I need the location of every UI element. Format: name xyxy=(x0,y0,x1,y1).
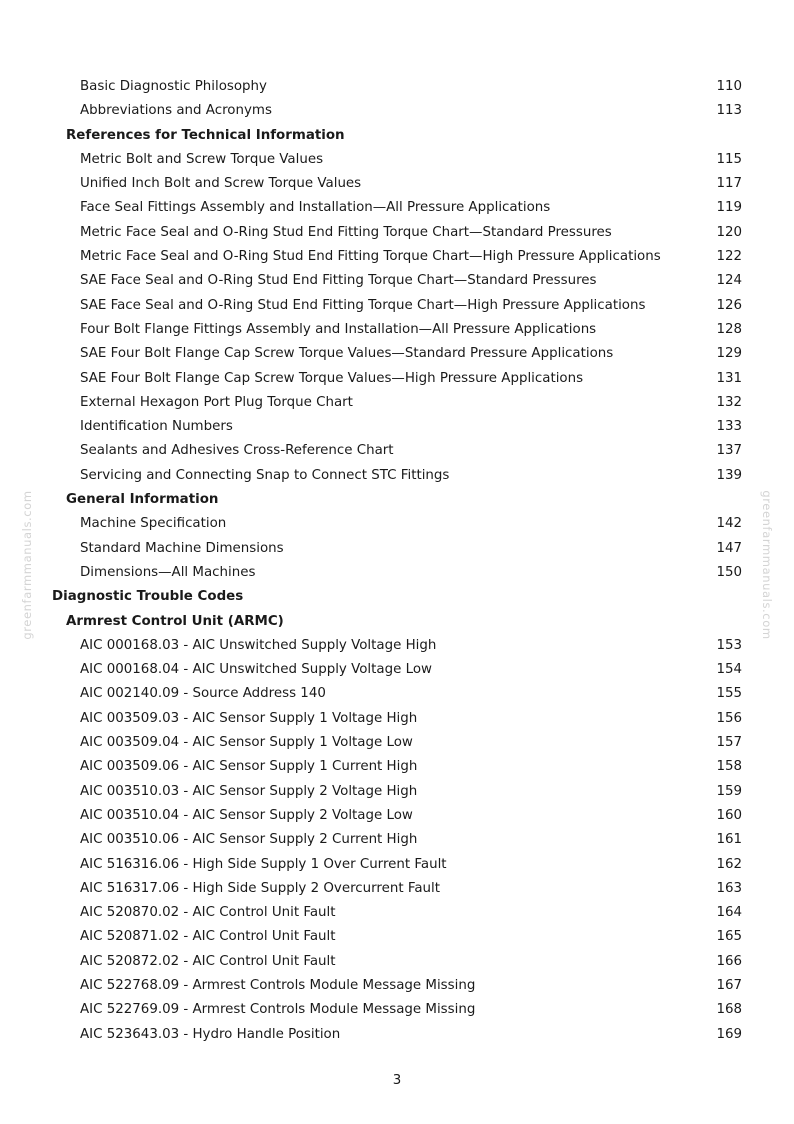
watermark-left: greenfarmmanuals.com xyxy=(20,490,34,640)
toc-entry-title: AIC 000168.03 - AIC Unswitched Supply Voltage High xyxy=(80,637,437,653)
toc-entry-title: Metric Bolt and Screw Torque Values xyxy=(80,151,324,167)
toc-entry[interactable] xyxy=(0,391,794,415)
toc-entry[interactable] xyxy=(0,415,794,439)
toc-entry-title: Identification Numbers xyxy=(80,419,233,435)
toc-entry[interactable] xyxy=(0,925,794,949)
toc-entry-title: AIC 522769.09 - Armrest Controls Module Message Missing xyxy=(80,1002,476,1018)
toc-entry-title: Servicing and Connecting Snap to Connect STC Fittings xyxy=(80,467,450,483)
toc-entry-title: AIC 003510.03 - AIC Sensor Supply 2 Voltage High xyxy=(80,783,418,799)
toc-entry-page-number: 124 xyxy=(716,273,742,289)
toc-entry-page-number: 122 xyxy=(716,249,742,265)
toc-entry-title: General Information xyxy=(66,492,219,508)
toc-entry-title: Four Bolt Flange Fittings Assembly and Installation—All Pressure Applications xyxy=(80,321,597,337)
toc-entry-page-number: 132 xyxy=(716,394,742,410)
toc-entry-title: Unified Inch Bolt and Screw Torque Values xyxy=(80,176,362,192)
toc-entry-page-number: 110 xyxy=(716,79,742,94)
toc-entry-title: SAE Face Seal and O-Ring Stud End Fitting Torque Chart—High Pressure Applications xyxy=(80,297,646,313)
toc-entry-page-number: 162 xyxy=(716,856,742,872)
toc-entry-page-number: 137 xyxy=(716,443,742,459)
toc-entry-page-number: 156 xyxy=(716,710,742,726)
toc-entry-page-number: 113 xyxy=(716,103,742,119)
toc-entry-title: AIC 523643.03 - Hydro Handle Position xyxy=(80,1026,341,1042)
toc-entry-title: Armrest Control Unit (ARMC) xyxy=(66,613,284,629)
toc-entry-page-number: 133 xyxy=(716,419,742,435)
toc-entry-title: Diagnostic Trouble Codes xyxy=(52,589,244,605)
toc-entry-title: References for Technical Information xyxy=(66,127,345,143)
toc-entry-page-number: 119 xyxy=(716,200,742,216)
toc-entry[interactable] xyxy=(0,221,794,245)
toc-entry-title: Metric Face Seal and O-Ring Stud End Fitting Torque Chart—High Pressure Applications xyxy=(80,249,661,265)
toc-entry[interactable] xyxy=(0,877,794,901)
toc-entry-title: AIC 522768.09 - Armrest Controls Module Message Missing xyxy=(80,977,476,993)
toc-entry-page-number: 126 xyxy=(716,297,742,313)
toc-entry-title: SAE Four Bolt Flange Cap Screw Torque Values—Standard Pressure Applications xyxy=(80,346,614,362)
toc-entry-title: Abbreviations and Acronyms xyxy=(80,103,272,119)
toc-entry[interactable] xyxy=(0,342,794,366)
toc-entry[interactable] xyxy=(0,950,794,974)
toc-entry-page-number: 167 xyxy=(716,977,742,993)
toc-entry[interactable] xyxy=(0,245,794,269)
toc-entry-page-number: 117 xyxy=(716,176,742,192)
toc-entry-page-number: 160 xyxy=(716,807,742,823)
toc-entry-title: AIC 003510.04 - AIC Sensor Supply 2 Voltage Low xyxy=(80,807,413,823)
toc-entry-title: Dimensions—All Machines xyxy=(80,564,256,580)
toc-entry-page-number: 168 xyxy=(716,1002,742,1018)
toc-entry[interactable] xyxy=(0,731,794,755)
toc-entry-page-number: 165 xyxy=(716,929,742,945)
toc-entry-page-number: 155 xyxy=(716,686,742,702)
page-number: 3 xyxy=(392,1073,402,1088)
toc-entry-title: AIC 003509.04 - AIC Sensor Supply 1 Voltage Low xyxy=(80,735,413,751)
toc-entry[interactable] xyxy=(0,707,794,731)
toc-entry-title: External Hexagon Port Plug Torque Chart xyxy=(80,394,353,410)
toc-entry-title: AIC 516317.06 - High Side Supply 2 Overcurrent Fault xyxy=(80,880,440,896)
toc-chapter-heading[interactable] xyxy=(0,585,794,609)
toc-entry[interactable] xyxy=(0,658,794,682)
toc-entry[interactable] xyxy=(0,780,794,804)
toc-entry-page-number: 166 xyxy=(716,953,742,969)
toc-entry[interactable] xyxy=(0,318,794,342)
toc-entry[interactable] xyxy=(0,367,794,391)
toc-entry-title: Sealants and Adhesives Cross-Reference Chart xyxy=(80,443,394,459)
toc-entry-title: AIC 003509.06 - AIC Sensor Supply 1 Current High xyxy=(80,759,418,775)
toc-entry-page-number: 147 xyxy=(716,540,742,556)
toc-entry-page-number: 159 xyxy=(716,783,742,799)
toc-entry-page-number: 131 xyxy=(716,370,742,386)
toc-entry[interactable] xyxy=(0,755,794,779)
toc-entry-title: AIC 003510.06 - AIC Sensor Supply 2 Current High xyxy=(80,832,418,848)
toc-entry-title: AIC 520872.02 - AIC Control Unit Fault xyxy=(80,953,336,969)
toc-entry-title: SAE Face Seal and O-Ring Stud End Fitting Torque Chart—Standard Pressures xyxy=(80,273,597,289)
toc-entry[interactable] xyxy=(0,634,794,658)
toc-entry[interactable] xyxy=(0,901,794,925)
toc-entry-title: AIC 516316.06 - High Side Supply 1 Over Current Fault xyxy=(80,856,447,872)
toc-entry[interactable] xyxy=(0,464,794,488)
table-of-contents xyxy=(0,75,794,1047)
toc-entry[interactable] xyxy=(0,172,794,196)
toc-entry[interactable] xyxy=(0,561,794,585)
toc-entry[interactable] xyxy=(0,974,794,998)
toc-entry-page-number: 163 xyxy=(716,880,742,896)
toc-entry[interactable] xyxy=(0,682,794,706)
toc-entry[interactable] xyxy=(0,804,794,828)
toc-entry-page-number: 142 xyxy=(716,516,742,532)
watermark-right: greenfarmmanuals.com xyxy=(760,490,774,640)
toc-entry[interactable] xyxy=(0,439,794,463)
toc-entry[interactable] xyxy=(0,148,794,172)
toc-entry-title: Machine Specification xyxy=(80,516,227,532)
toc-entry-page-number: 128 xyxy=(716,321,742,337)
toc-entry-title: Standard Machine Dimensions xyxy=(80,540,284,556)
toc-entry-title: Face Seal Fittings Assembly and Installation—All Pressure Applications xyxy=(80,200,551,216)
toc-entry-page-number: 164 xyxy=(716,905,742,921)
toc-entry[interactable] xyxy=(0,269,794,293)
toc-entry[interactable] xyxy=(0,512,794,536)
toc-entry-page-number: 120 xyxy=(716,224,742,240)
toc-entry-page-number: 129 xyxy=(716,346,742,362)
toc-entry-page-number: 158 xyxy=(716,759,742,775)
toc-entry-page-number: 150 xyxy=(716,564,742,580)
toc-entry-page-number: 153 xyxy=(716,637,742,653)
toc-entry[interactable] xyxy=(0,998,794,1022)
toc-entry-title: AIC 002140.09 - Source Address 140 xyxy=(80,686,326,702)
toc-entry[interactable] xyxy=(0,828,794,852)
toc-entry[interactable] xyxy=(0,294,794,318)
toc-section-heading[interactable] xyxy=(0,124,794,148)
toc-entry[interactable] xyxy=(0,853,794,877)
toc-entry-title: SAE Four Bolt Flange Cap Screw Torque Values—High Pressure Applications xyxy=(80,370,584,386)
toc-entry-page-number: 139 xyxy=(716,467,742,483)
toc-entry[interactable] xyxy=(0,75,794,99)
toc-entry-title: AIC 520871.02 - AIC Control Unit Fault xyxy=(80,929,336,945)
toc-entry[interactable] xyxy=(0,1023,794,1047)
toc-entry-page-number: 157 xyxy=(716,735,742,751)
toc-entry[interactable] xyxy=(0,99,794,123)
toc-entry[interactable] xyxy=(0,196,794,220)
toc-entry-page-number: 161 xyxy=(716,832,742,848)
toc-entry-page-number: 115 xyxy=(716,151,742,167)
toc-entry-page-number: 169 xyxy=(716,1026,742,1042)
toc-entry-title: AIC 003509.03 - AIC Sensor Supply 1 Voltage High xyxy=(80,710,418,726)
toc-section-heading[interactable] xyxy=(0,610,794,634)
toc-entry-title: Metric Face Seal and O-Ring Stud End Fitting Torque Chart—Standard Pressures xyxy=(80,224,612,240)
toc-entry-title: AIC 520870.02 - AIC Control Unit Fault xyxy=(80,905,336,921)
toc-entry[interactable] xyxy=(0,537,794,561)
toc-entry-page-number: 154 xyxy=(716,662,742,678)
toc-entry-title: AIC 000168.04 - AIC Unswitched Supply Voltage Low xyxy=(80,662,432,678)
toc-entry-title: Basic Diagnostic Philosophy xyxy=(80,79,267,94)
toc-section-heading[interactable] xyxy=(0,488,794,512)
